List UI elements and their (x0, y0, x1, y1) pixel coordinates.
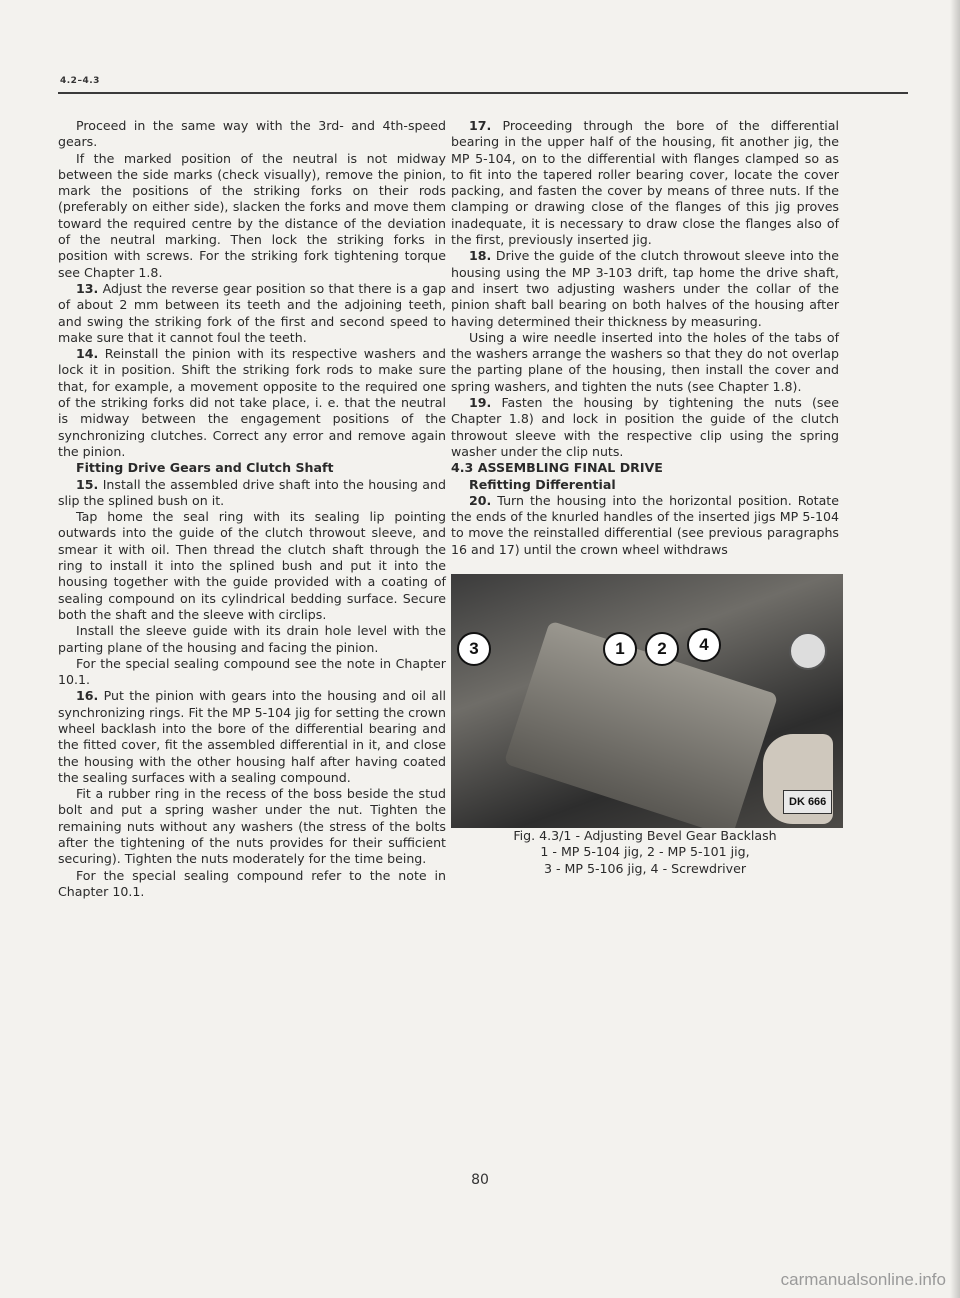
paragraph-number: 20. (469, 492, 492, 508)
skoda-logo-icon (789, 632, 827, 670)
paragraph-text: Fasten the housing by tightening the nuts (see Chapter 1.8) and lock in position the guide of the clutch throwout sleeve with the respective clip using the spring washer under the clip nuts. (451, 395, 839, 459)
paragraph: Tap home the seal ring with its sealing lip pointing outwards into the guide of the clutch throwout sleeve, and smear it with oil. Then thread the clutch shaft through the ring to install it into the splined bush and put it into the housing together with the guide provided with a coating of sealing compound on its cylindrical bedding surface. Secure both the shaft and the sleeve with circlips. (58, 509, 446, 622)
paragraph-18 (451, 248, 839, 329)
callout-4: 4 (687, 628, 721, 662)
paragraph-text: Adjust the reverse gear position so that there is a gap of about 2 mm between its teeth and the adjoining teeth, and swing the striking fork of the first and second speed to make sure that it cannot foul the teeth. (58, 280, 446, 345)
paragraph-number: 15. (76, 476, 99, 492)
paragraph: For the special sealing compound see the note in Chapter 10.1. (58, 655, 446, 688)
paragraph: Using a wire needle inserted into the holes of the tabs of the washers arrange the washers so that they do not overlap the parting plane of the housing, then install the cover and spring washers, and tighten the nuts (see Chapter 1.8). (451, 329, 839, 394)
paragraph-13 (58, 281, 446, 346)
figure-parts-line-2: 3 - MP 5-106 jig, 4 - Screwdriver (543, 860, 747, 876)
paragraph-number: 13. (76, 280, 99, 296)
paragraph-text: Install the assembled drive shaft into the housing and slip the splined bush on it. (58, 476, 446, 508)
subheading: Refitting Differential (469, 476, 616, 492)
paragraph-text: Turn the housing into the horizontal position. Rotate the ends of the knurled handles of the inserted jigs MP 5-104 to move the reinstalled differential (see previous paragraphs 16 and 17) until the crown wheel withdraws (451, 492, 839, 557)
paragraph-17 (451, 118, 839, 248)
section-heading: 4.3 ASSEMBLING FINAL DRIVE (451, 460, 663, 476)
page-number: 80 (471, 1172, 489, 1188)
paragraph-15 (58, 477, 446, 510)
paragraph: For the special sealing compound refer to the note in Chapter 10.1. (58, 867, 446, 899)
subheading: Fitting Drive Gears and Clutch Shaft (76, 460, 334, 476)
paragraph-number: 17. (469, 118, 492, 133)
callout-1: 1 (603, 632, 637, 666)
watermark: carmanualsonline.info (780, 1270, 946, 1289)
paragraph-text: Drive the guide of the clutch throwout sleeve into the housing using the MP 3-103 drift, tap home the drive shaft, and insert two adjusting washers under the collar of the pinion shaft ball bearing on both halves of the housing after having determined their thickness by measuring. (451, 248, 839, 329)
paragraph-text: Reinstall the pinion with its respective washers and lock it in position. Shift the striking fork rods to make sure that, for example, a movement opposite to the required one of the striking forks did not take place, i. e. that the neutral is midway between the engagement positions of the synchronizing clutches. Correct any error and remove again the pinion. (58, 346, 446, 459)
paragraph-number: 16. (76, 688, 99, 704)
figure-photo (451, 574, 843, 828)
figure-caption: Fig. 4.3/1 - Adjusting Bevel Gear Backlash (513, 828, 777, 844)
gearbox-housing-image (504, 621, 779, 828)
callout-3: 3 (457, 632, 491, 666)
header-rule (58, 92, 908, 94)
paragraph-19 (451, 395, 839, 460)
photo-tag: DK 666 (783, 790, 832, 814)
paragraph-number: 14. (76, 346, 99, 362)
paragraph-14 (58, 346, 446, 460)
page-edge-shadow (950, 0, 960, 1298)
paragraph-number: 19. (469, 395, 492, 411)
paragraph: Install the sleeve guide with its drain hole level with the parting plane of the housing and facing the pinion. (58, 623, 446, 655)
right-column (451, 118, 839, 877)
paragraph: Proceed in the same way with the 3rd- and 4th-speed gears. (58, 118, 446, 150)
paragraph-text: Put the pinion with gears into the housing and oil all synchronizing rings. Fit the MP 5-104 jig for setting the crown wheel backlash into the bore of the differential bearing and the fitted cover, fit the assembled differential in it, and close the housing with the other housing half after having coated the sealing surfaces with a sealing compound. (58, 688, 446, 785)
left-column (58, 118, 446, 900)
paragraph-number: 18. (469, 248, 492, 264)
paragraph: Fit a rubber ring in the recess of the boss beside the stud bolt and put a spring washer under the nut. Tighten the remaining nuts without any washers (the stress of the bolts after the tightening of the nuts provides for their sufficient securing). Tighten the nuts moderately for the time being. (58, 786, 446, 867)
section-label: 4.2–4.3 (60, 76, 100, 86)
paragraph-20 (451, 493, 839, 558)
paragraph-text: Proceeding through the bore of the differential bearing in the upper half of the housing, fit another jig, the MP 5-104, on to the differential with flanges clamped so as to fit into the tapered roller bearing cover, locate the cover packing, and fasten the cover by means of three nuts. If the clamping or drawing close of the flanges of this jig proves inadequate, it is necessary to draw close the flanges also of the first, previously inserted jig. (451, 118, 839, 248)
figure-parts-line-1: 1 - MP 5-104 jig, 2 - MP 5-101 jig, (540, 844, 750, 860)
paragraph-16 (58, 688, 446, 786)
paragraph: If the marked position of the neutral is not midway between the side marks (check visually), remove the pinion, mark the positions of the striking forks on their rods (preferably on either side), slacken the forks and move them toward the required centre by the distance of the deviation of the neutral marking. Then lock the striking forks in position with screws. For the striking fork tightening torque see Chapter 1.8. (58, 150, 446, 280)
callout-2: 2 (645, 632, 679, 666)
